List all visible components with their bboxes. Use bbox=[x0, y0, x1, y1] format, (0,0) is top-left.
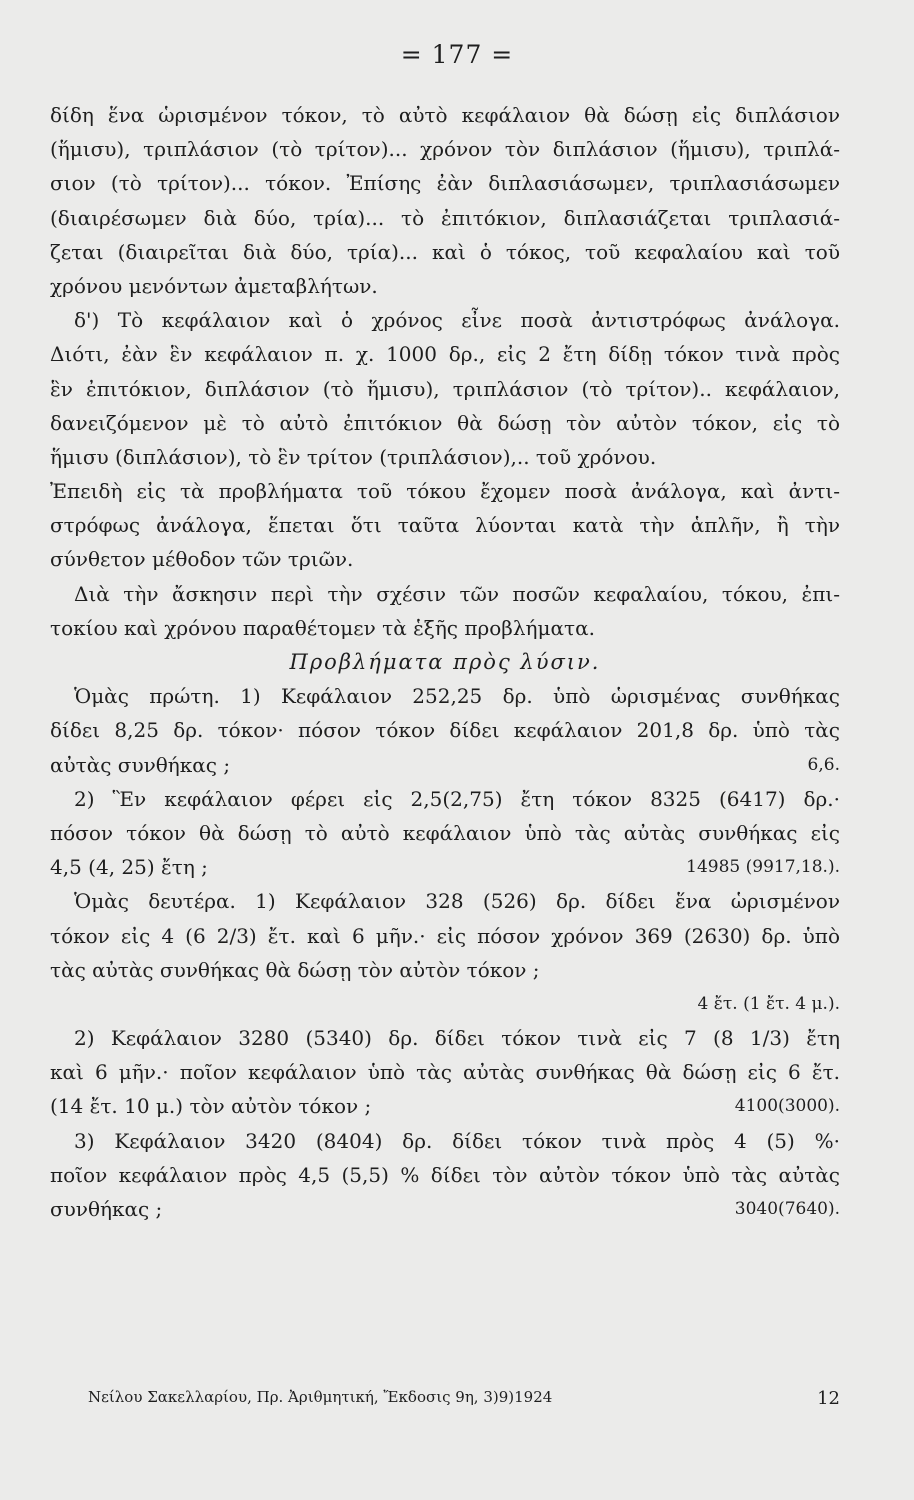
text-line bbox=[50, 884, 840, 918]
line-text: τὰς αὐτὰς συνθήκας θὰ δώσῃ τὸν αὐτὸν τόκον ; bbox=[50, 957, 540, 982]
line-text: Ὁμὰς δευτέρα. 1) Κεφάλαιον 328 (526) δρ. δίδει ἕνα ὡρισμένον bbox=[74, 889, 840, 914]
line-text: δανειζόμενον μὲ τὸ αὐτὸ ἐπιτόκιον θὰ δώσῃ τὸν αὐτὸν τόκον, εἰς τὸ bbox=[50, 410, 840, 435]
text-line bbox=[50, 372, 840, 406]
line-text: τόκον εἰς 4 (6 2/3) ἔτ. καὶ 6 μῆν.· εἰς πόσον χρόνον 369 (2630) δρ. ὑπὸ bbox=[50, 923, 840, 948]
line-text: Ἐπειδὴ εἰς τὰ προβλήματα τοῦ τόκου ἔχομεν ποσὰ ἀνάλογα, καὶ ἀντι- bbox=[50, 479, 840, 504]
footer bbox=[88, 1388, 840, 1409]
text-line bbox=[50, 1158, 840, 1192]
text-line bbox=[50, 235, 840, 269]
text-line bbox=[50, 303, 840, 337]
answer-text: 14985 (9917,18.). bbox=[686, 857, 840, 878]
footer-imprint: Νείλου Σακελλαρίου, Πρ. Ἀριθμητική, Ἔκδοσις 9η, 3)9)1924 bbox=[88, 1388, 553, 1406]
line-text: στρόφως ἀνάλογα, ἕπεται ὅτι ταῦτα λύονται κατὰ τὴν ἁπλῆν, ἢ τὴν bbox=[50, 513, 840, 538]
text-line bbox=[50, 577, 840, 611]
line-text: (ἥμισυ), τριπλάσιον (τὸ τρίτον)... χρόνον τὸν διπλάσιον (ἥμισυ), τριπλά- bbox=[50, 137, 840, 162]
text-line bbox=[50, 542, 840, 576]
answer-text: 3040(7640). bbox=[734, 1199, 840, 1219]
line-text: πόσον τόκον θὰ δώσῃ τὸ αὐτὸ κεφάλαιον ὑπὸ τὰς αὐτὰς συνθήκας εἰς bbox=[50, 820, 840, 845]
text-line bbox=[50, 1192, 840, 1226]
answer-text: 6,6. bbox=[807, 754, 840, 775]
line-text: ἓν ἐπιτόκιον, διπλάσιον (τὸ ἥμισυ), τριπλάσιον (τὸ τρίτον).. κεφάλαιον, bbox=[50, 376, 840, 401]
text-line bbox=[50, 474, 840, 508]
text-line bbox=[50, 98, 840, 132]
line-text: 3) Κεφάλαιον 3420 (8404) δρ. δίδει τόκον τινὰ πρὸς 4 (5) %· bbox=[74, 1128, 840, 1153]
text-line bbox=[50, 919, 840, 953]
line-text: Διὰ τὴν ἄσκησιν περὶ τὴν σχέσιν τῶν ποσῶν κεφαλαίου, τόκου, ἐπι- bbox=[74, 581, 840, 606]
line-text: ζεται (διαιρεῖται διὰ δύο, τρία)... καὶ ὁ τόκος, τοῦ κεφαλαίου καὶ τοῦ bbox=[50, 239, 840, 264]
page-body bbox=[50, 98, 840, 1226]
line-text: (14 ἔτ. 10 μ.) τὸν αὐτὸν τόκον ; bbox=[50, 1094, 372, 1119]
line-text: συνθήκας ; bbox=[50, 1197, 163, 1221]
line-text: Προβλήματα πρὸς λύσιν. bbox=[289, 650, 601, 674]
line-text: σύνθετον μέθοδον τῶν τριῶν. bbox=[50, 547, 354, 572]
text-line bbox=[50, 782, 840, 816]
answer-line bbox=[50, 987, 840, 1021]
line-text: 4,5 (4, 25) ἔτη ; bbox=[50, 855, 208, 880]
line-text: δίδη ἕνα ὡρισμένον τόκον, τὸ αὐτὸ κεφάλαιον θὰ δώσῃ εἰς διπλάσιον bbox=[50, 103, 840, 127]
text-line bbox=[50, 201, 840, 235]
section-heading bbox=[50, 645, 840, 679]
text-line bbox=[50, 1021, 840, 1055]
line-text: σιον (τὸ τρίτον)... τόκον. Ἐπίσης ἐὰν διπλασιάσωμεν, τριπλασιάσωμεν bbox=[50, 171, 840, 196]
line-text: τοκίου καὶ χρόνου παραθέτομεν τὰ ἑξῆς προβλήματα. bbox=[50, 615, 595, 640]
text-line bbox=[50, 1089, 840, 1123]
line-text: καὶ 6 μῆν.· ποῖον κεφάλαιον ὑπὸ τὰς αὐτὰς συνθήκας θὰ δώσῃ εἰς 6 ἔτ. bbox=[50, 1060, 840, 1085]
text-line bbox=[50, 1124, 840, 1158]
text-line bbox=[50, 166, 840, 200]
line-text: Ὁμὰς πρώτη. 1) Κεφάλαιον 252,25 δρ. ὑπὸ ὡρισμένας συνθήκας bbox=[74, 684, 840, 709]
page-number: = 177 = bbox=[400, 40, 514, 69]
text-line bbox=[50, 748, 840, 782]
line-text: αὐτὰς συνθήκας ; bbox=[50, 752, 231, 777]
text-line bbox=[50, 713, 840, 747]
line-text: 2) Κεφάλαιον 3280 (5340) δρ. δίδει τόκον τινὰ εἰς 7 (8 1/3) ἔτη bbox=[74, 1026, 840, 1051]
line-text: Διότι, ἐὰν ἓν κεφάλαιον π. χ. 1000 δρ., εἰς 2 ἔτη δίδῃ τόκον τινὰ πρὸς bbox=[50, 342, 840, 367]
text-line bbox=[50, 337, 840, 371]
text-line bbox=[50, 816, 840, 850]
line-text: ἥμισυ (διπλάσιον), τὸ ἓν τρίτον (τριπλάσιον),.. τοῦ χρόνου. bbox=[50, 444, 657, 469]
line-text: χρόνου μενόντων ἀμεταβλήτων. bbox=[50, 273, 378, 298]
text-line bbox=[50, 953, 840, 987]
text-line bbox=[50, 508, 840, 542]
line-text: δίδει 8,25 δρ. τόκον· πόσον τόκον δίδει κεφάλαιον 201,8 δρ. ὑπὸ τὰς bbox=[50, 718, 840, 743]
text-line bbox=[50, 679, 840, 713]
line-text: ποῖον κεφάλαιον πρὸς 4,5 (5,5) % δίδει τὸν αὐτὸν τόκον ὑπὸ τὰς αὐτὰς bbox=[50, 1162, 840, 1187]
text-line bbox=[50, 611, 840, 645]
text-line bbox=[50, 406, 840, 440]
line-text: 4 ἔτ. (1 ἔτ. 4 μ.). bbox=[697, 993, 840, 1014]
line-text: 2) Ἓν κεφάλαιον φέρει εἰς 2,5(2,75) ἔτη τόκον 8325 (6417) δρ.· bbox=[74, 786, 840, 811]
line-text: δ') Τὸ κεφάλαιον καὶ ὁ χρόνος εἶνε ποσὰ ἀντιστρόφως ἀνάλογα. bbox=[74, 308, 840, 333]
line-text: (διαιρέσωμεν διὰ δύο, τρία)... τὸ ἐπιτόκιον, διπλασιάζεται τριπλασιά- bbox=[50, 205, 840, 230]
text-line bbox=[50, 132, 840, 166]
text-line bbox=[50, 1055, 840, 1089]
answer-text: 4100(3000). bbox=[734, 1096, 840, 1117]
text-line bbox=[50, 850, 840, 884]
text-line bbox=[50, 440, 840, 474]
signature-mark: 12 bbox=[817, 1388, 840, 1409]
text-line bbox=[50, 269, 840, 303]
